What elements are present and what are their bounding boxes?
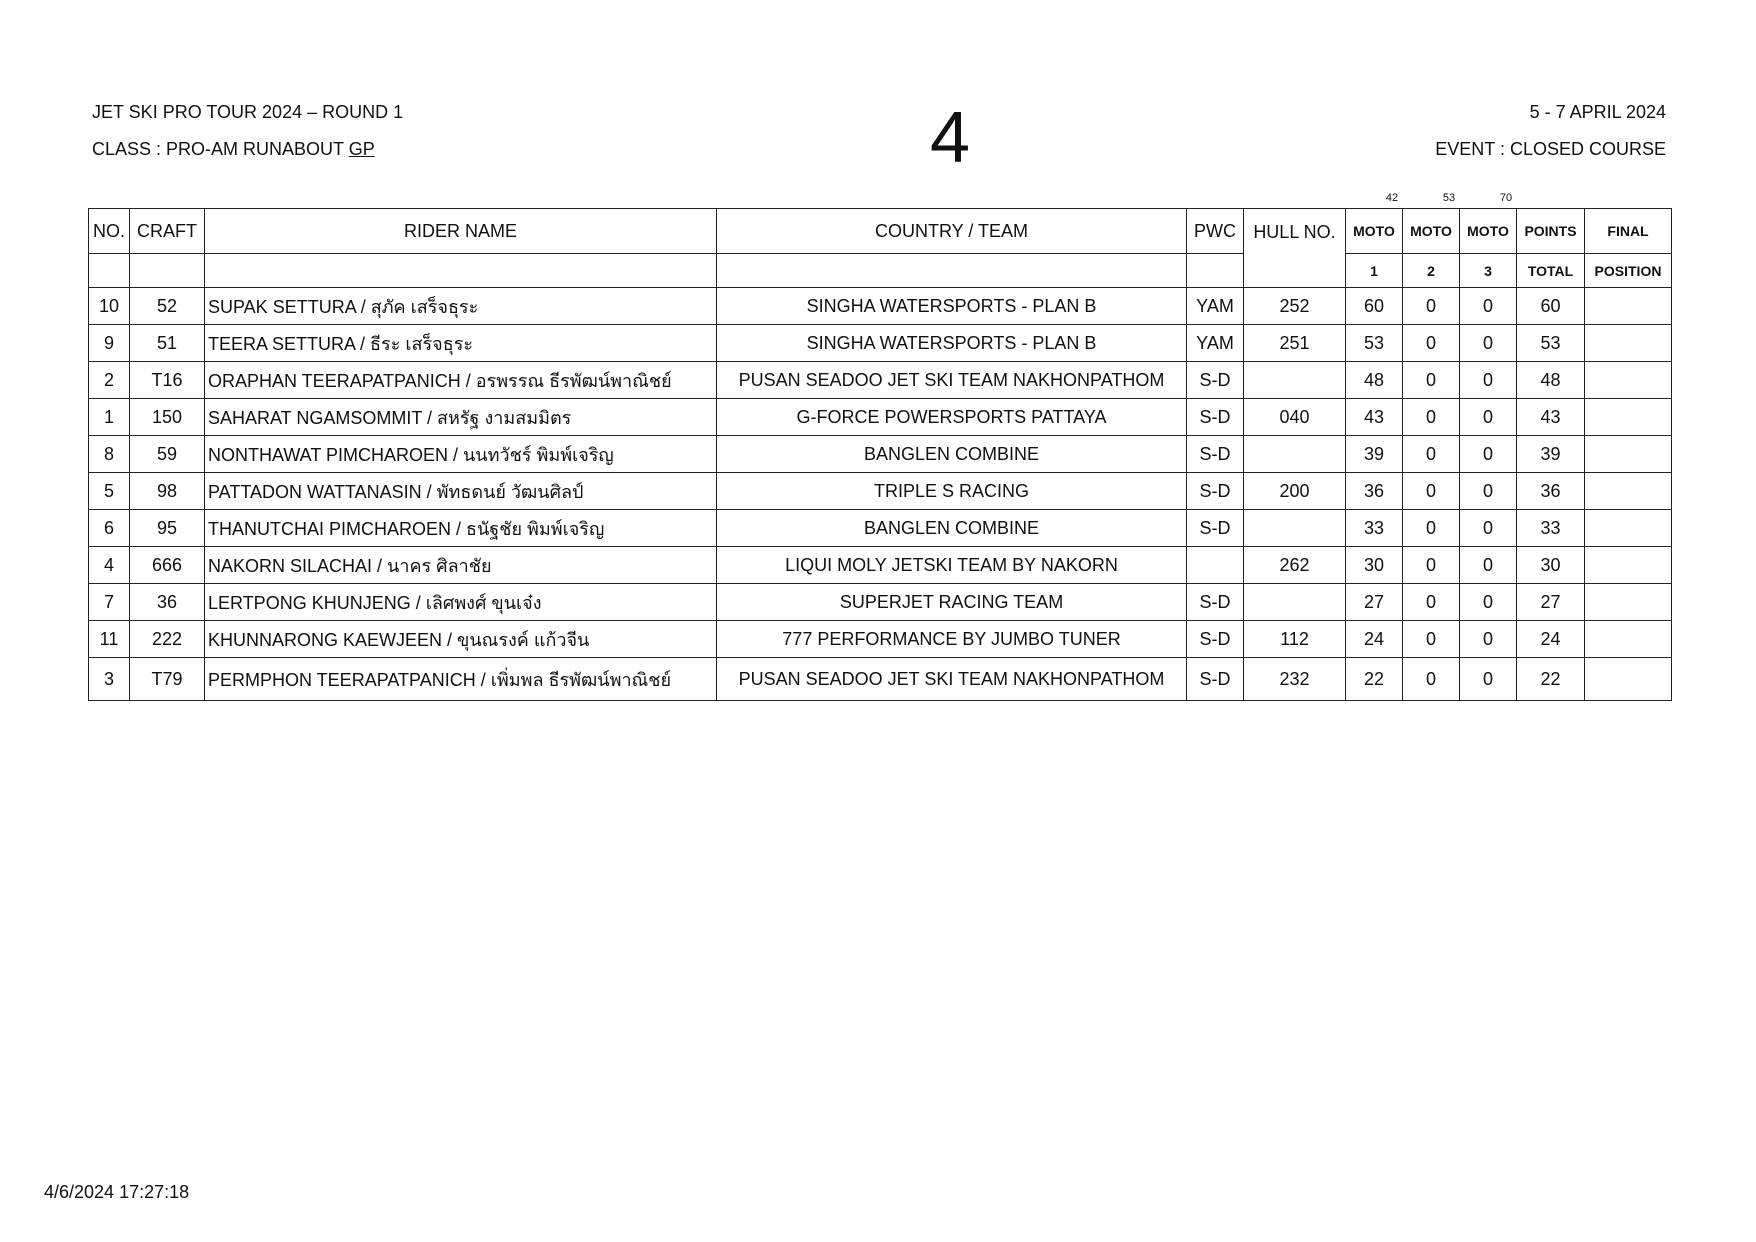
row-team: 777 PERFORMANCE BY JUMBO TUNER [717, 621, 1187, 658]
moto1-count: 42 [1385, 192, 1399, 204]
row-team: LIQUI MOLY JETSKI TEAM BY NAKORN [717, 547, 1187, 584]
row-total: 39 [1517, 436, 1585, 473]
event-date: 5 - 7 APRIL 2024 [1529, 102, 1666, 122]
row-pwc: YAM [1187, 325, 1244, 362]
row-no: 6 [89, 510, 130, 547]
row-hull: 251 [1244, 325, 1346, 362]
table-row [89, 473, 1672, 510]
class-label [92, 139, 375, 160]
row-pwc: S-D [1187, 621, 1244, 658]
row-moto2: 0 [1403, 510, 1460, 547]
row-final [1585, 473, 1672, 510]
table-row [89, 621, 1672, 658]
row-moto1: 27 [1346, 584, 1403, 621]
row-hull: 112 [1244, 621, 1346, 658]
row-moto2: 0 [1403, 288, 1460, 325]
row-moto1: 43 [1346, 399, 1403, 436]
row-hull: 252 [1244, 288, 1346, 325]
row-final [1585, 621, 1672, 658]
row-moto3: 0 [1460, 510, 1517, 547]
row-moto2: 0 [1403, 399, 1460, 436]
table-row [89, 399, 1672, 436]
row-rider: SAHARAT NGAMSOMMIT / สหรัฐ งามสมมิตร [205, 399, 717, 436]
row-total: 60 [1517, 288, 1585, 325]
row-final [1585, 288, 1672, 325]
row-rider: NAKORN SILACHAI / นาคร ศิลาชัย [205, 547, 717, 584]
row-moto1: 36 [1346, 473, 1403, 510]
header-pwc: PWC [1187, 209, 1244, 254]
subheader-empty [130, 254, 205, 288]
row-craft: 52 [130, 288, 205, 325]
row-rider: THANUTCHAI PIMCHAROEN / ธนัฐชัย พิมพ์เจริญ [205, 510, 717, 547]
header-final: FINAL [1585, 209, 1672, 254]
row-craft: 150 [130, 399, 205, 436]
row-team: G-FORCE POWERSPORTS PATTAYA [717, 399, 1187, 436]
row-pwc: S-D [1187, 362, 1244, 399]
row-total: 24 [1517, 621, 1585, 658]
moto3-count: 70 [1499, 192, 1513, 204]
row-team: BANGLEN COMBINE [717, 436, 1187, 473]
row-pwc: S-D [1187, 436, 1244, 473]
table-row [89, 325, 1672, 362]
row-pwc: S-D [1187, 584, 1244, 621]
row-rider: ORAPHAN TEERAPATPANICH / อรพรรณ ธีรพัฒน์พาณิชย์ [205, 362, 717, 399]
row-total: 33 [1517, 510, 1585, 547]
class-prefix: CLASS : PRO-AM RUNABOUT [92, 139, 349, 159]
row-final [1585, 658, 1672, 701]
row-craft: 36 [130, 584, 205, 621]
row-no: 4 [89, 547, 130, 584]
row-total: 22 [1517, 658, 1585, 701]
row-team: SUPERJET RACING TEAM [717, 584, 1187, 621]
header-moto2: MOTO [1403, 209, 1460, 254]
results-table [88, 208, 1672, 701]
subheader-moto1: 1 [1346, 254, 1403, 288]
row-moto3: 0 [1460, 399, 1517, 436]
subheader-final: POSITION [1585, 254, 1672, 288]
row-moto2: 0 [1403, 584, 1460, 621]
row-total: 43 [1517, 399, 1585, 436]
event-title: JET SKI PRO TOUR 2024 – ROUND 1 [92, 102, 404, 122]
table-row [89, 547, 1672, 584]
row-moto1: 39 [1346, 436, 1403, 473]
table-row [89, 584, 1672, 621]
row-rider: TEERA SETTURA / ธีระ เสร็จธุระ [205, 325, 717, 362]
row-moto1: 33 [1346, 510, 1403, 547]
subheader-moto2: 2 [1403, 254, 1460, 288]
row-craft: 95 [130, 510, 205, 547]
row-craft: 222 [130, 621, 205, 658]
table-row [89, 362, 1672, 399]
row-moto3: 0 [1460, 658, 1517, 701]
row-moto2: 0 [1403, 658, 1460, 701]
row-moto2: 0 [1403, 362, 1460, 399]
row-moto2: 0 [1403, 473, 1460, 510]
row-moto1: 53 [1346, 325, 1403, 362]
row-rider: NONTHAWAT PIMCHAROEN / นนทวัชร์ พิมพ์เจริญ [205, 436, 717, 473]
row-rider: SUPAK SETTURA / สุภัค เสร็จธุระ [205, 288, 717, 325]
event-type: EVENT : CLOSED COURSE [1435, 139, 1666, 159]
row-no: 3 [89, 658, 130, 701]
row-moto3: 0 [1460, 325, 1517, 362]
row-craft: 51 [130, 325, 205, 362]
row-final [1585, 584, 1672, 621]
row-hull: 200 [1244, 473, 1346, 510]
row-rider: PATTADON WATTANASIN / พัทธดนย์ วัฒนศิลป์ [205, 473, 717, 510]
header-moto3: MOTO [1460, 209, 1517, 254]
row-total: 36 [1517, 473, 1585, 510]
row-moto3: 0 [1460, 473, 1517, 510]
subheader-empty [717, 254, 1187, 288]
row-no: 5 [89, 473, 130, 510]
row-moto2: 0 [1403, 547, 1460, 584]
row-moto1: 60 [1346, 288, 1403, 325]
subheader-empty [1187, 254, 1244, 288]
subheader-empty [89, 254, 130, 288]
subheader-points: TOTAL [1517, 254, 1585, 288]
class-suffix: GP [348, 139, 375, 159]
row-moto2: 0 [1403, 436, 1460, 473]
row-moto3: 0 [1460, 547, 1517, 584]
row-hull: 262 [1244, 547, 1346, 584]
table-row [89, 288, 1672, 325]
row-final [1585, 510, 1672, 547]
row-moto1: 30 [1346, 547, 1403, 584]
row-total: 53 [1517, 325, 1585, 362]
header-points: POINTS [1517, 209, 1585, 254]
row-hull [1244, 584, 1346, 621]
row-moto3: 0 [1460, 436, 1517, 473]
row-no: 10 [89, 288, 130, 325]
row-team: SINGHA WATERSPORTS - PLAN B [717, 288, 1187, 325]
print-timestamp: 4/6/2024 17:27:18 [44, 1182, 190, 1202]
row-team: TRIPLE S RACING [717, 473, 1187, 510]
row-rider: PERMPHON TEERAPATPANICH / เพิ่มพล ธีรพัฒน์พาณิชย์ [205, 658, 717, 701]
row-moto3: 0 [1460, 288, 1517, 325]
row-moto2: 0 [1403, 325, 1460, 362]
row-moto1: 48 [1346, 362, 1403, 399]
row-pwc: S-D [1187, 399, 1244, 436]
row-no: 1 [89, 399, 130, 436]
header-team: COUNTRY / TEAM [717, 209, 1187, 254]
row-moto1: 22 [1346, 658, 1403, 701]
subheader-moto3: 3 [1460, 254, 1517, 288]
row-craft: 98 [130, 473, 205, 510]
row-team: SINGHA WATERSPORTS - PLAN B [717, 325, 1187, 362]
row-moto1: 24 [1346, 621, 1403, 658]
row-craft: T16 [130, 362, 205, 399]
row-hull: 232 [1244, 658, 1346, 701]
row-final [1585, 325, 1672, 362]
row-rider: KHUNNARONG KAEWJEEN / ขุนณรงค์ แก้วจีน [205, 621, 717, 658]
row-total: 30 [1517, 547, 1585, 584]
row-total: 48 [1517, 362, 1585, 399]
row-craft: 666 [130, 547, 205, 584]
row-pwc [1187, 547, 1244, 584]
row-pwc: S-D [1187, 658, 1244, 701]
row-hull [1244, 362, 1346, 399]
row-craft: 59 [130, 436, 205, 473]
row-moto3: 0 [1460, 621, 1517, 658]
row-final [1585, 399, 1672, 436]
row-no: 9 [89, 325, 130, 362]
header-rider: RIDER NAME [205, 209, 717, 254]
moto2-count: 53 [1442, 192, 1456, 204]
row-no: 8 [89, 436, 130, 473]
row-hull: 040 [1244, 399, 1346, 436]
row-pwc: S-D [1187, 510, 1244, 547]
row-craft: T79 [130, 658, 205, 701]
heat-number: 4 [929, 98, 971, 178]
row-final [1585, 436, 1672, 473]
row-pwc: S-D [1187, 473, 1244, 510]
row-final [1585, 362, 1672, 399]
table-row [89, 658, 1672, 701]
row-no: 7 [89, 584, 130, 621]
row-moto3: 0 [1460, 584, 1517, 621]
row-total: 27 [1517, 584, 1585, 621]
table-row [89, 436, 1672, 473]
header-craft: CRAFT [130, 209, 205, 254]
header-no: NO. [89, 209, 130, 254]
table-row [89, 510, 1672, 547]
row-hull [1244, 510, 1346, 547]
row-team: PUSAN SEADOO JET SKI TEAM NAKHONPATHOM [717, 362, 1187, 399]
row-final [1585, 547, 1672, 584]
row-team: BANGLEN COMBINE [717, 510, 1187, 547]
subheader-empty [205, 254, 717, 288]
row-no: 2 [89, 362, 130, 399]
row-pwc: YAM [1187, 288, 1244, 325]
row-moto2: 0 [1403, 621, 1460, 658]
row-moto3: 0 [1460, 362, 1517, 399]
row-rider: LERTPONG KHUNJENG / เลิศพงศ์ ขุนเจ๋ง [205, 584, 717, 621]
header-moto1: MOTO [1346, 209, 1403, 254]
row-team: PUSAN SEADOO JET SKI TEAM NAKHONPATHOM [717, 658, 1187, 701]
header-hull: HULL NO. [1244, 209, 1346, 288]
row-hull [1244, 436, 1346, 473]
row-no: 11 [89, 621, 130, 658]
